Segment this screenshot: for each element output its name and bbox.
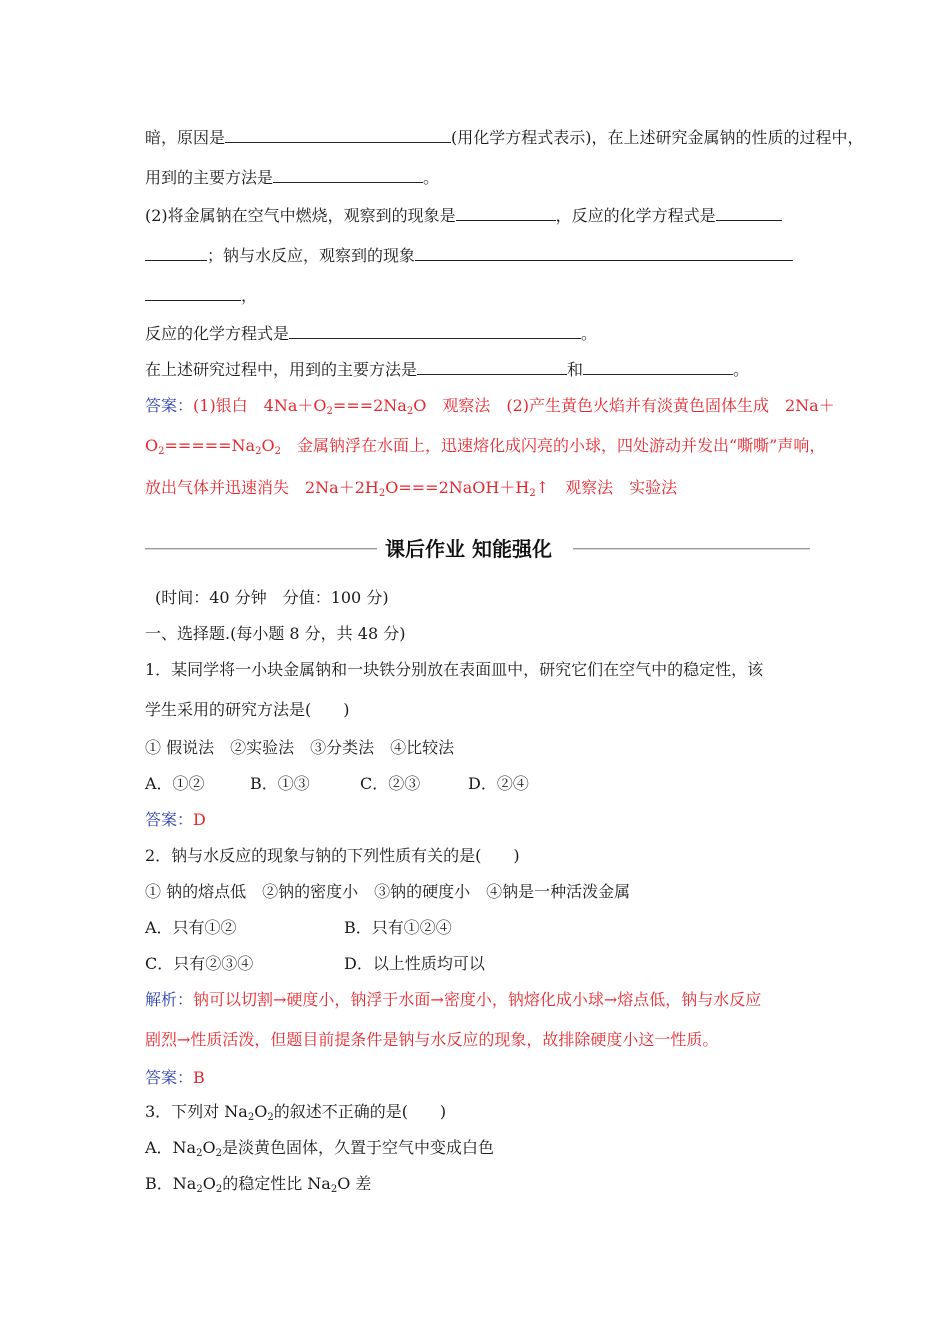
text: 和 [567,360,584,379]
exam-meta: (时间：40 分钟 分值：100 分) [155,588,389,607]
fill-blank [716,206,782,221]
analysis-text: 钠可以切割→硬度小，钠浮于水面→密度小，钠熔化成小球→熔点低，钠与水反应 [193,990,762,1009]
option-c: C．②③ [360,774,421,793]
text-line [145,206,782,226]
text: 在上述研究过程中，用到的主要方法是 [145,360,418,379]
subscript: 2 [247,1112,255,1123]
text: A．Na [145,1138,197,1157]
part-title: 一、选择题.(每小题 8 分，共 48 分) [145,624,406,643]
subscript: 2 [158,446,165,457]
answer-line [145,1068,205,1088]
text-line [145,128,864,148]
text: 。 [733,360,750,379]
question-stem: 学生采用的研究方法是( ) [145,700,350,719]
text: ↑ 观察法 实验法 [535,478,678,497]
analysis-line [145,990,761,1010]
question-stem: 1．某同学将一小块金属钠和一块铁分别放在表面皿中，研究它们在空气中的稳定性，该 [145,660,764,679]
fill-blank [145,286,241,301]
question-stem: 2．钠与水反应的现象与钠的下列性质有关的是( ) [145,846,520,865]
text: O [202,1174,216,1193]
fill-blank [289,324,581,339]
text: O [254,1102,268,1121]
text: 。 [581,324,598,343]
answer-label: 答案： [145,810,194,829]
answer-value: D [193,810,206,829]
text: O [202,1138,216,1157]
text: 3．下列对 Na [145,1102,248,1121]
subscript: 2 [215,1184,223,1195]
text: B．Na [145,1174,197,1193]
subscript: 2 [196,1148,203,1159]
text: 的稳定性比 Na [222,1174,331,1193]
subscript: 2 [378,488,386,499]
answer-line [145,810,206,830]
option-c: C．只有②③④ [145,954,254,973]
text: 金属钠浮在水面上，迅速熔化成闪亮的小球，四处游动并发出“嘶嘶”声响， [280,436,826,455]
fill-blank [583,360,733,375]
answer-line [145,478,677,498]
text: ，反应的化学方程式是 [555,206,716,225]
subscript: 2 [255,446,262,457]
question-stem [145,1102,446,1122]
text: (2)将金属钠在空气中燃烧，观察到的现象是 [145,206,456,225]
divider [145,548,377,550]
text-line [145,168,439,188]
section-heading [145,536,810,562]
text: O===2NaOH＋H [385,478,530,497]
question-items: ① 假说法 ②实验法 ③分类法 ④比较法 [145,738,455,757]
text: 放出气体并迅速消失 2Na＋2H [145,478,379,497]
fill-blank [145,246,207,261]
option-d: D．以上性质均可以 [344,954,485,973]
text: O 差 [337,1174,372,1193]
section-title: 课后作业 知能强化 [385,537,552,561]
answer-label: 答案： [145,1068,194,1087]
answer-line [145,396,835,416]
divider [573,548,810,550]
text-line [145,286,257,306]
option-a: A．只有①② [145,918,237,937]
subscript: 2 [274,446,281,457]
text: ；钠与水反应，观察到的现象 [207,246,416,265]
option-a [145,1138,494,1158]
subscript: 2 [326,406,333,417]
subscript: 2 [267,1112,274,1123]
option-d: D．②④ [468,774,529,793]
question-items: ① 钠的熔点低 ②钠的密度小 ③钠的硬度小 ④钠是一种活泼金属 [145,882,631,901]
analysis-line: 剧烈→性质活泼，但题目前提条件是钠与水反应的现象，故排除硬度小这一性质。 [145,1030,719,1049]
answer-label: 答案： [145,396,194,415]
analysis-label: 解析： [145,990,194,1009]
text: 反应的化学方程式是 [145,324,290,343]
option-b [145,1174,371,1194]
text-line [145,360,749,380]
text-line [145,324,597,344]
option-b: B．只有①②④ [344,918,452,937]
text: 暗，原因是 [145,128,226,147]
answer-value: B [193,1068,205,1087]
subscript: 2 [330,1184,338,1195]
option-b: B．①③ [250,774,310,793]
subscript: 2 [196,1184,203,1195]
text: O [261,436,275,455]
text: (1)银白 4Na＋O [193,396,327,415]
text: =====Na [164,436,256,455]
fill-blank [456,206,556,221]
text: 的叙述不正确的是( ) [273,1102,447,1121]
text: O 观察法 (2)产生黄色火焰并有淡黄色固体生成 2Na＋ [413,396,835,415]
answer-line [145,436,825,456]
text: ， [241,286,258,305]
text: (用化学方程式表示)，在上述研究金属钠的性质的过程中， [451,128,864,147]
text: 用到的主要方法是 [145,168,274,187]
text: O [145,436,159,455]
text: 。 [423,168,440,187]
fill-blank [273,168,423,183]
fill-blank [225,128,451,143]
option-a: A．①② [145,774,205,793]
subscript: 2 [529,488,536,499]
fill-blank [417,360,567,375]
subscript: 2 [406,406,414,417]
fill-blank [415,246,793,261]
text: ===2Na [332,396,407,415]
text: 是淡黄色固体，久置于空气中变成白色 [221,1138,494,1157]
subscript: 2 [215,1148,222,1159]
text-line [145,246,793,266]
